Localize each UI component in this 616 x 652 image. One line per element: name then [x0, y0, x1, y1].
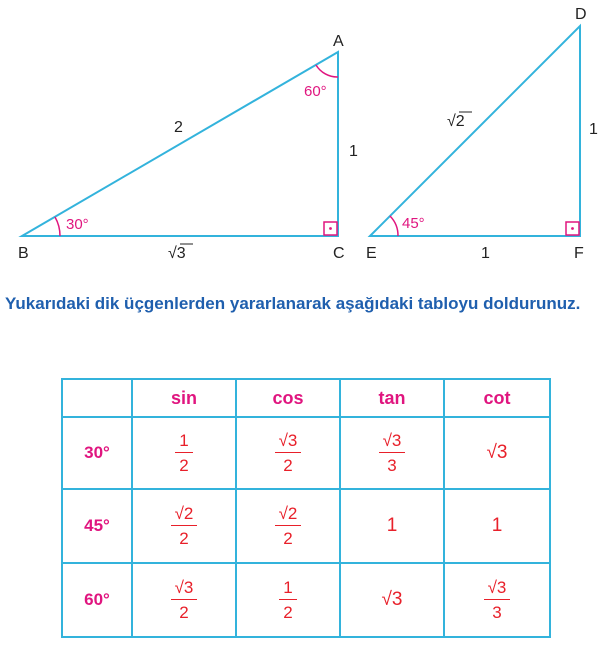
- header-cos: cos: [236, 379, 340, 417]
- angle-label-e: 45°: [402, 215, 425, 232]
- value-tan: [340, 563, 444, 637]
- instruction-text: Yukarıdaki dik üçgenlerden yararlanarak aşağıdaki tabloyu doldurunuz.: [5, 294, 581, 313]
- triangle-def: [370, 26, 580, 236]
- vertex-label-b: B: [18, 245, 29, 262]
- row-angle-label: 45°: [62, 489, 132, 563]
- value-tan: [340, 489, 444, 563]
- table-row: [62, 417, 550, 489]
- value-sin: [132, 417, 236, 489]
- fraction-denominator: 2: [283, 456, 293, 475]
- angle-arc-a: [316, 65, 338, 77]
- value-cot: [444, 563, 550, 637]
- fraction-numerator: 1: [279, 579, 296, 600]
- fraction: [175, 432, 192, 474]
- angle-label-a: 60°: [304, 83, 327, 100]
- triangles-figure: [0, 0, 616, 280]
- fraction: [275, 505, 302, 547]
- header-tan: tan: [340, 379, 444, 417]
- side-label-ef: 1: [481, 245, 490, 262]
- fraction: [171, 505, 198, 547]
- side-label-ac: 1: [349, 143, 358, 160]
- angle-label-b: 30°: [66, 216, 89, 233]
- value-cot: [444, 417, 550, 489]
- fraction-numerator: √2: [275, 505, 302, 526]
- fraction-denominator: 3: [387, 456, 397, 475]
- fraction-numerator: √3: [171, 579, 198, 600]
- angle-arc-e: [390, 216, 398, 236]
- vertex-label-a: A: [333, 33, 344, 50]
- fraction: [279, 579, 296, 621]
- fraction-numerator: √2: [171, 505, 198, 526]
- vertex-label-d: D: [575, 6, 587, 23]
- value-cos: [236, 417, 340, 489]
- trig-table: [61, 378, 551, 638]
- fraction: [171, 579, 198, 621]
- value-sin: [132, 489, 236, 563]
- value-cos: [236, 489, 340, 563]
- value-tan: [340, 417, 444, 489]
- side-label-ab: 2: [174, 119, 183, 136]
- fraction-numerator: √3: [275, 432, 302, 453]
- vertex-label-c: C: [333, 245, 345, 262]
- header-sin: sin: [132, 379, 236, 417]
- cell-value: 1: [491, 515, 503, 536]
- angle-arc-b: [55, 217, 60, 236]
- triangle-abc: [22, 52, 338, 236]
- side-label-ed: √2: [447, 113, 465, 130]
- fraction-numerator: √3: [379, 432, 406, 453]
- vertex-label-e: E: [366, 245, 377, 262]
- cell-value: √3: [381, 589, 403, 610]
- fraction: [379, 432, 406, 474]
- side-label-df: 1: [589, 121, 598, 138]
- cell-value: 1: [386, 515, 398, 536]
- row-angle-label: 30°: [62, 417, 132, 489]
- fraction: [275, 432, 302, 474]
- fraction-denominator: 2: [179, 603, 189, 622]
- side-label-bc: √3: [168, 245, 186, 262]
- fraction-denominator: 2: [283, 529, 293, 548]
- value-sin: [132, 563, 236, 637]
- table-row: [62, 489, 550, 563]
- table-row: [62, 563, 550, 637]
- fraction: [484, 579, 511, 621]
- table-corner-cell: [62, 379, 132, 417]
- fraction-denominator: 2: [283, 603, 293, 622]
- table-header-row: [62, 379, 550, 417]
- fraction-numerator: 1: [175, 432, 192, 453]
- fraction-numerator: √3: [484, 579, 511, 600]
- row-angle-label: 60°: [62, 563, 132, 637]
- fraction-denominator: 2: [179, 456, 189, 475]
- value-cos: [236, 563, 340, 637]
- fraction-denominator: 2: [179, 529, 189, 548]
- fraction-denominator: 3: [492, 603, 502, 622]
- cell-value: √3: [486, 442, 508, 463]
- vertex-label-f: F: [574, 245, 584, 262]
- header-cot: cot: [444, 379, 550, 417]
- value-cot: [444, 489, 550, 563]
